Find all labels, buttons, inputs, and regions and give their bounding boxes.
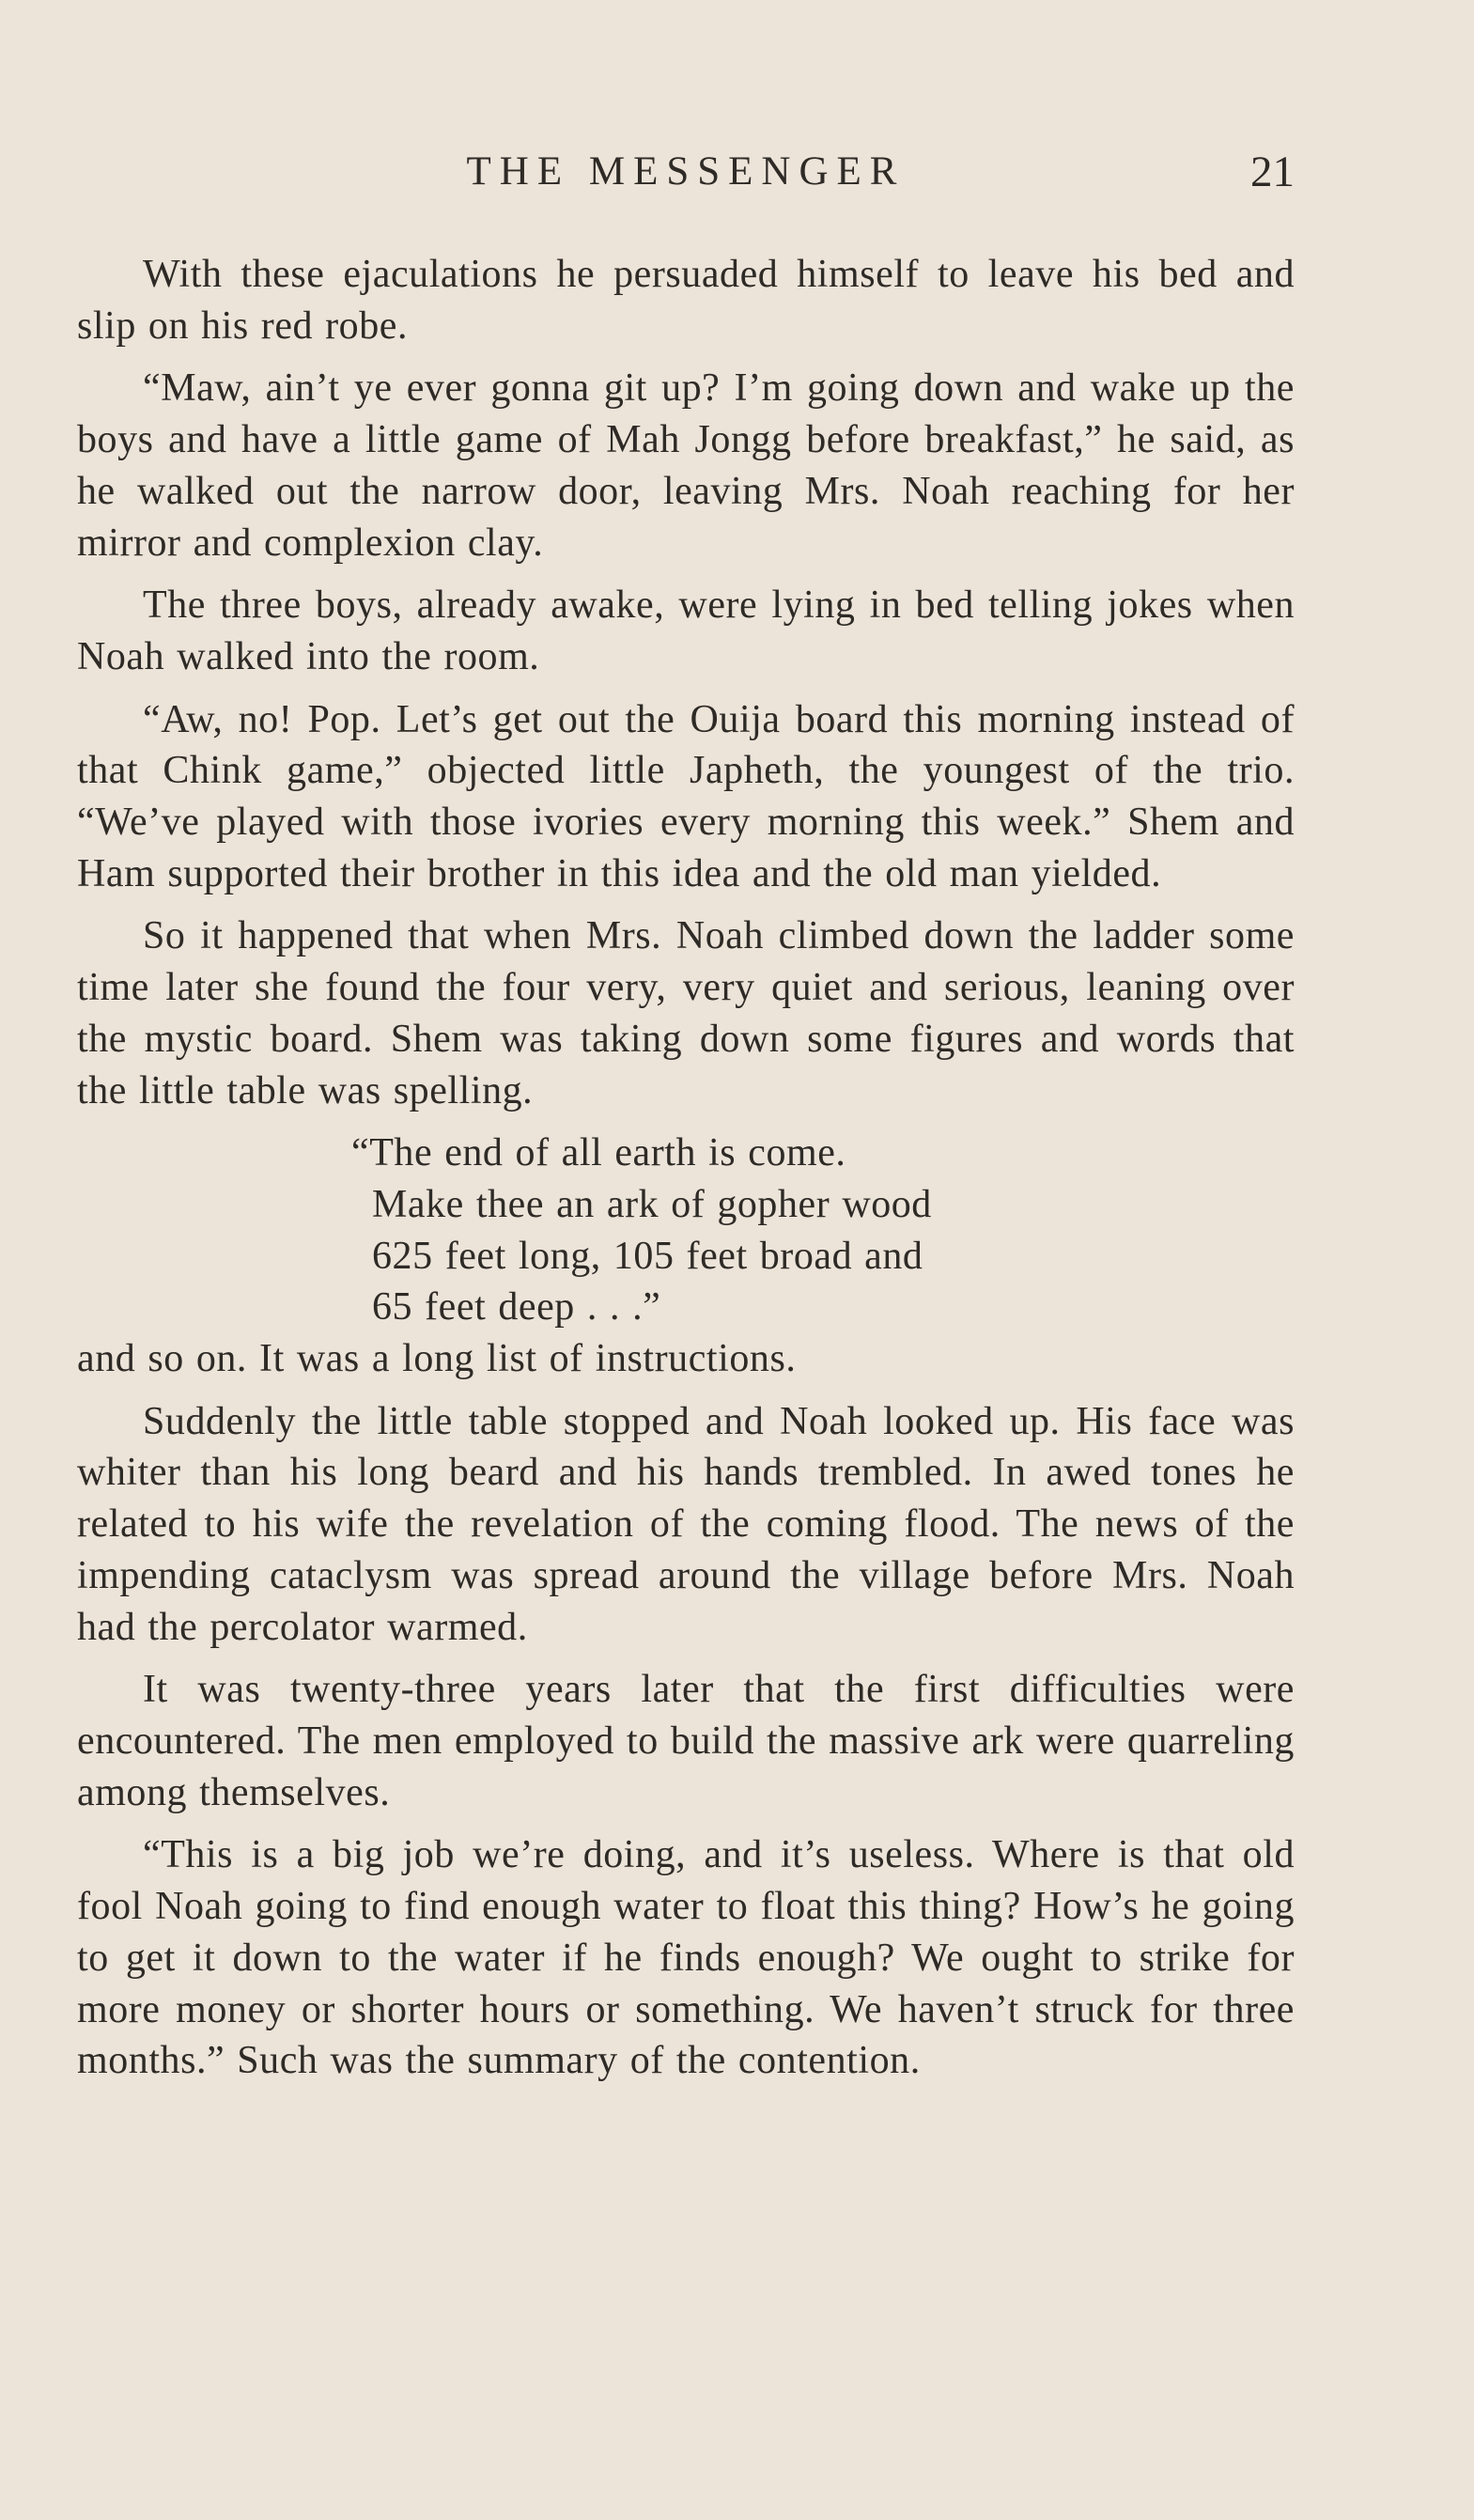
paragraph: So it happened that when Mrs. Noah climbed down the ladder some time later she found the four very, very quiet and serious, leaning over the mystic board. Shem was taking down some figures and words that the little table was spelling. xyxy=(77,914,1295,1112)
paragraph: Suddenly the little table stopped and Noah looked up. His face was whiter than his long beard and his hands trembled. In awed tones he related to his wife the revelation of the coming flood. The news of the impending cataclysm was spread around the village before Mrs. Noah had the percolator warmed. xyxy=(77,1399,1295,1649)
verse-line: Make thee an ark of gopher wood xyxy=(372,1182,932,1226)
page-number: 21 xyxy=(1250,148,1295,196)
verse-line: 625 feet long, 105 feet broad and xyxy=(372,1234,923,1278)
paragraph: “Aw, no! Pop. Let’s get out the Ouija board this morning instead of that Chink game,” objected little Japheth, the youngest of the trio. “We’ve played with those ivories every morning this week.” Shem and Ham supported their brother in this idea and the old man yielded. xyxy=(77,697,1295,895)
page-body xyxy=(77,249,1295,2098)
running-title: THE MESSENGER xyxy=(466,149,906,194)
verse-line: 65 feet deep . . .” xyxy=(372,1285,661,1330)
page-header xyxy=(77,139,1295,205)
paragraph: “This is a big job we’re doing, and it’s useless. Where is that old fool Noah going to find enough water to float this thing? How’s he going to get it down to the water if he finds enough? We ought to strike for more money or shorter hours or something. We haven’t struck for three months.” Such was the summary of the contention. xyxy=(77,1833,1295,2083)
ouija-message xyxy=(351,1128,1295,1333)
paragraph-continuation: and so on. It was a long list of instructions. xyxy=(77,1337,797,1381)
paragraph: With these ejaculations he persuaded himself to leave his bed and slip on his red robe. xyxy=(77,253,1295,348)
paragraph: “Maw, ain’t ye ever gonna git up? I’m going down and wake up the boys and have a little game of Mah Jongg before breakfast,” he said, as he walked out the narrow door, leaving Mrs. Noah reaching for her mirror and complexion clay. xyxy=(77,366,1295,565)
paragraph: The three boys, already awake, were lying in bed telling jokes when Noah walked into the room. xyxy=(77,583,1295,678)
paragraph: It was twenty-three years later that the first difficulties were encountered. The men employed to build the massive ark were quarreling among themselves. xyxy=(77,1668,1295,1814)
verse-line: “The end of all earth is come. xyxy=(351,1131,846,1175)
